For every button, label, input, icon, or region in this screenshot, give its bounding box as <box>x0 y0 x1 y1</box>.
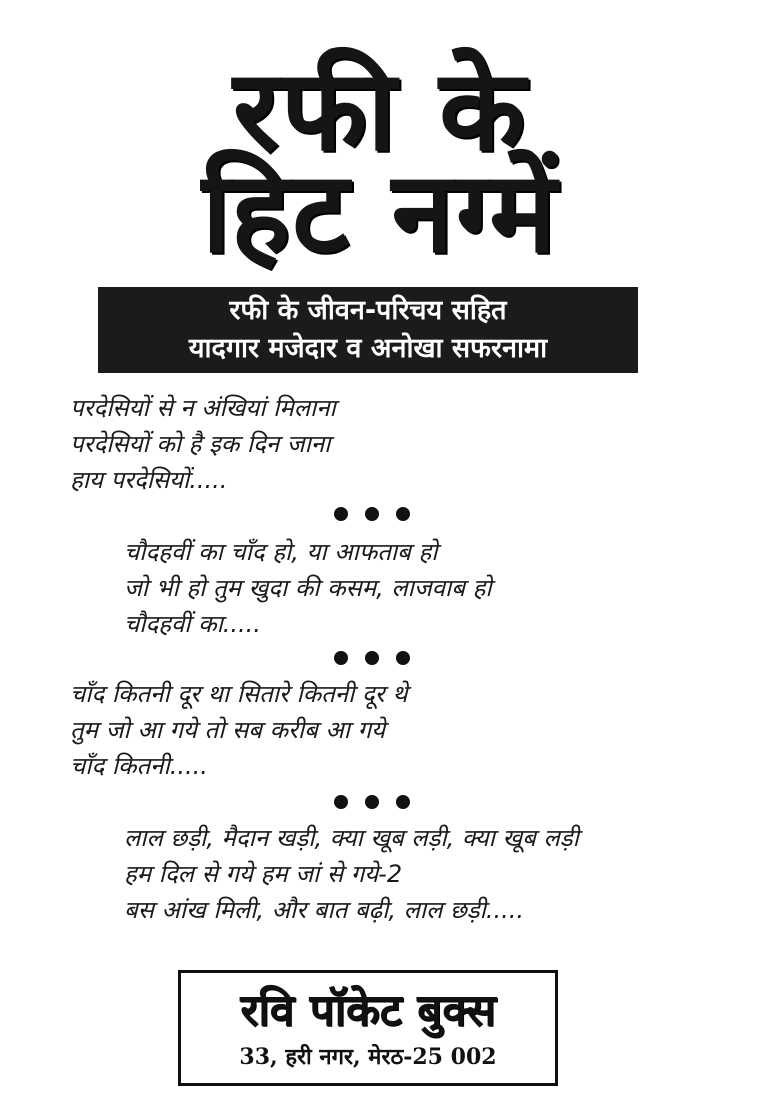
verse-line: तुम जो आ गये तो सब करीब आ गये <box>70 716 385 744</box>
verse-line: लाल छड़ी, मैदान खड़ी, क्या खूब लड़ी, क्या खूब लड़ी <box>124 824 579 852</box>
publisher-name: रवि पॉकेट बुक्स <box>240 985 496 1036</box>
verse-line: चौदहवीं का..... <box>124 610 261 638</box>
verse-line: बस आंख मिली, और बात बढ़ी, लाल छड़ी..... <box>124 896 524 924</box>
subtitle-banner <box>98 287 638 373</box>
verse-line: परदेसियों को है इक दिन जाना <box>70 430 331 458</box>
verse-line: हम दिल से गये हम जां से गये-2 <box>124 860 403 888</box>
song-verse-3 <box>70 676 408 784</box>
bullet-dot-icon <box>334 795 348 809</box>
publisher-address: 33, हरी नगर, मेरठ-25 002 <box>239 1044 497 1070</box>
song-verse-4 <box>124 820 579 928</box>
bullet-dot-icon <box>334 651 348 665</box>
verse-line: परदेसियों से न अंखियां मिलाना <box>70 394 336 422</box>
verse-line: चौदहवीं का चाँद हो, या आफताब हो <box>124 538 438 566</box>
verse-line: चाँद कितनी दूर था सितारे कितनी दूर थे <box>70 680 408 708</box>
bullet-dot-icon <box>365 795 379 809</box>
separator-dots <box>334 794 410 810</box>
bullet-dot-icon <box>334 507 348 521</box>
verse-line: चाँद कितनी..... <box>70 752 208 780</box>
publisher-box <box>178 970 558 1086</box>
bullet-dot-icon <box>365 507 379 521</box>
banner-line-2: यादगार मजेदार व अनोखा सफरनामा <box>188 333 548 364</box>
book-title-line-1: रफी के <box>232 46 528 176</box>
bullet-dot-icon <box>365 651 379 665</box>
verse-line: हाय परदेसियों..... <box>70 466 228 494</box>
separator-dots <box>334 506 410 522</box>
bullet-dot-icon <box>396 651 410 665</box>
bullet-dot-icon <box>396 795 410 809</box>
verse-line: जो भी हो तुम खुदा की कसम, लाजवाब हो <box>124 574 492 602</box>
song-verse-2 <box>124 534 492 642</box>
book-title-line-2: हिट नग्में <box>201 148 559 278</box>
banner-line-1: रफी के जीवन-परिचय सहित <box>229 295 507 326</box>
separator-dots <box>334 650 410 666</box>
bullet-dot-icon <box>396 507 410 521</box>
song-verse-1 <box>70 390 336 498</box>
